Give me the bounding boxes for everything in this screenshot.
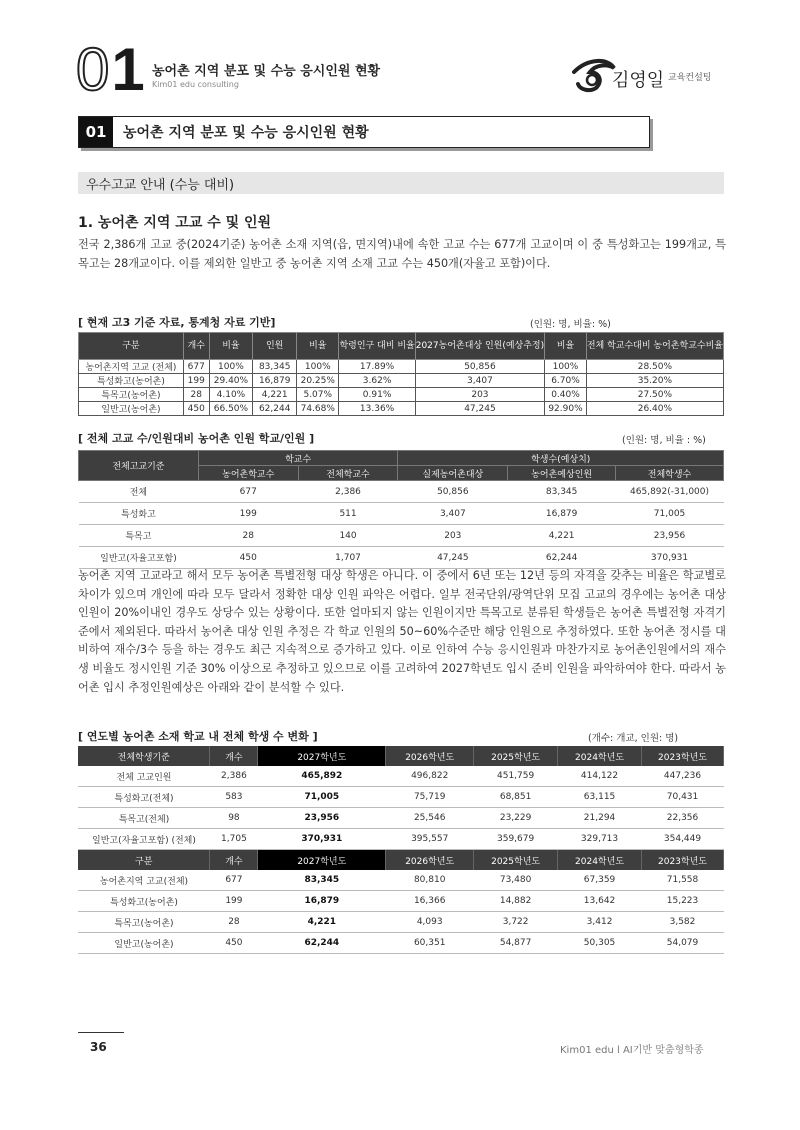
- table-cell: 92.90%: [545, 402, 587, 416]
- table-row: [79, 360, 724, 374]
- table-cell: 3,412: [558, 912, 642, 933]
- header-subtitle: Kim01 edu consulting: [152, 80, 239, 89]
- table3-header-cell: 2025학년도: [474, 850, 558, 871]
- table3-header-cell: 2023학년도: [642, 850, 724, 871]
- table-cell: 50,305: [558, 933, 642, 954]
- table-cell: 26.40%: [586, 402, 723, 416]
- table3-header-cell: 2023학년도: [642, 746, 724, 766]
- table-cell: 농어촌지역 고교(전체): [78, 870, 210, 891]
- table3-unit: (개수: 개교, 인원: 명): [588, 733, 679, 744]
- table-row: [78, 933, 724, 954]
- table-cell: 465,892(-31,000): [616, 481, 724, 503]
- table-cell: 329,713: [558, 829, 642, 850]
- table-cell: 14,882: [474, 891, 558, 912]
- table-cell: 47,245: [415, 402, 544, 416]
- table-cell: 74.68%: [297, 402, 339, 416]
- table-cell: 28: [198, 525, 298, 547]
- table-cell: 98: [210, 808, 258, 829]
- heading-1: 1. 농어촌 지역 고교 수 및 인원: [78, 215, 272, 231]
- table-cell: 60,351: [386, 933, 474, 954]
- table-cell: 50,856: [398, 481, 508, 503]
- table-cell: 특성화고: [79, 503, 199, 525]
- header-title: 농어촌 지역 분포 및 수능 응시인원 현황: [152, 64, 381, 79]
- table-cell: 5.07%: [297, 388, 339, 402]
- table-cell: 23,956: [616, 525, 724, 547]
- table1: [78, 332, 724, 416]
- table-row: [79, 503, 724, 525]
- table-cell: 16,879: [258, 891, 386, 912]
- table-cell: 1,707: [298, 547, 398, 569]
- table-row: [79, 547, 724, 569]
- table-cell: 0.40%: [545, 388, 587, 402]
- table-cell: 3,407: [415, 374, 544, 388]
- table3-header-cell: 2027학년도: [258, 850, 386, 871]
- paragraph-2: 농어촌 지역 고교라고 해서 모두 농어촌 특별전형 대상 학생은 아니다. 이 중에서 6년 또는 12년 등의 자격을 갖추는 비율은 학교별로 차이가 있으며 개인에 따라 모두 달라서 정확한 대상 인원 파악은 어렵다. 일부 전국단위/광역단위 모집 고교의 경우에는 농어촌 대상 인원이 20%이내인 경우도 상당수 있는 상황이다. 또한 얼마되지 않는 인원이지만 특목고로 분류된 학생들은 농어촌 특별전형 자격기준에서 제외된다. 따라서 농어촌 대상 인원 추정은 각 학교 인원의 50~60%수준만 해당 인원으로 추정하였다. 또한 농어촌 정시를 대비하여 재수/3수 등을 하는 경우도 최근 지속적으로 증가하고 있다. 이로 인하여 수능 응시인원과 마찬가지로 농어촌인원에서의 재수생 비율도 정시인원 기준 30% 이상으로 추정하고 있으므로 이를 고려하여 2027학년도 입시 준비 인원을 파악하여야 한다. 따라서 농어촌 입시 추정인원예상은 아래와 같이 분석할 수 있다.: [78, 569, 726, 694]
- table-cell: 35.20%: [586, 374, 723, 388]
- table-cell: 71,005: [258, 787, 386, 808]
- table3-header-row: [78, 746, 724, 766]
- table-cell: 677: [198, 481, 298, 503]
- table-cell: 83,345: [258, 870, 386, 891]
- table-cell: 25,546: [386, 808, 474, 829]
- table-cell: 414,122: [558, 766, 642, 787]
- table1-header-cell: 구분: [79, 333, 184, 360]
- table-cell: 23,956: [258, 808, 386, 829]
- table-row: [78, 787, 724, 808]
- table-cell: 83,345: [508, 481, 616, 503]
- table-cell: 28: [210, 912, 258, 933]
- table-row: [79, 402, 724, 416]
- table2-header-cell: 농어촌학교수: [198, 466, 298, 481]
- table-cell: 199: [198, 503, 298, 525]
- table-cell: 2,386: [298, 481, 398, 503]
- table-cell: 4,093: [386, 912, 474, 933]
- table-cell: 450: [183, 402, 209, 416]
- table-row: [78, 766, 724, 787]
- table-cell: 0.91%: [339, 388, 415, 402]
- table3-header-cell: 2024학년도: [558, 746, 642, 766]
- table-cell: 677: [210, 870, 258, 891]
- table-cell: 359,679: [474, 829, 558, 850]
- table-cell: 63,115: [558, 787, 642, 808]
- table-cell: 17.89%: [339, 360, 415, 374]
- table3-header-row: [78, 850, 724, 871]
- footer-text: Kim01 edu l AI기반 맞춤형학종: [560, 1045, 704, 1056]
- table-cell: 20.25%: [297, 374, 339, 388]
- table-cell: 29.40%: [209, 374, 253, 388]
- table-cell: 특목고(농어촌): [78, 912, 210, 933]
- table-cell: 28.50%: [586, 360, 723, 374]
- table-cell: 15,223: [642, 891, 724, 912]
- table-cell: 677: [183, 360, 209, 374]
- table3-header-cell: 개수: [210, 850, 258, 871]
- table-cell: 583: [210, 787, 258, 808]
- table-cell: 100%: [297, 360, 339, 374]
- table-cell: 특성화고(농어촌): [78, 891, 210, 912]
- table-cell: 511: [298, 503, 398, 525]
- table-cell: 450: [198, 547, 298, 569]
- table3-header-cell: 2026학년도: [386, 850, 474, 871]
- table-cell: 62,244: [508, 547, 616, 569]
- table3-header-cell: 2025학년도: [474, 746, 558, 766]
- table-cell: 27.50%: [586, 388, 723, 402]
- table-cell: 83,345: [253, 360, 297, 374]
- table-cell: 3,407: [398, 503, 508, 525]
- table3-header-cell: 개수: [210, 746, 258, 766]
- table1-header-cell: 비율: [209, 333, 253, 360]
- table1-header-cell: 2027농어촌대상 인원(예상추정): [415, 333, 544, 360]
- table-row: [78, 808, 724, 829]
- table1-header-cell: 인원: [253, 333, 297, 360]
- table-row: [78, 870, 724, 891]
- table-cell: 3,722: [474, 912, 558, 933]
- table-row: [78, 912, 724, 933]
- table-row: [78, 829, 724, 850]
- section-title-box: [78, 116, 650, 148]
- table-cell: 1,705: [210, 829, 258, 850]
- table-cell: 농어촌지역 고교 (전체): [79, 360, 184, 374]
- section-number: 01: [79, 117, 113, 147]
- table-cell: 28: [183, 388, 209, 402]
- table-row: [79, 481, 724, 503]
- table-cell: 일반고(농어촌): [78, 933, 210, 954]
- table-cell: 199: [210, 891, 258, 912]
- table-cell: 4,221: [253, 388, 297, 402]
- table2: [78, 450, 724, 569]
- table-cell: 3.62%: [339, 374, 415, 388]
- table-cell: 73,480: [474, 870, 558, 891]
- table3-header-cell: 2024학년도: [558, 850, 642, 871]
- chapter-number: 01: [76, 36, 147, 103]
- table-cell: 100%: [209, 360, 253, 374]
- svg-text:김영일: 김영일: [612, 70, 665, 91]
- table2-header-cell: 농어촌예상인원: [508, 466, 616, 481]
- table-cell: 70,431: [642, 787, 724, 808]
- table-cell: 특성화고(전체): [78, 787, 210, 808]
- table2-group-schools: 학교수: [198, 451, 398, 466]
- table-cell: 특목고(농어촌): [79, 388, 184, 402]
- brand-logo: [568, 50, 728, 100]
- table-cell: 66.50%: [209, 402, 253, 416]
- table-cell: 370,931: [616, 547, 724, 569]
- table-cell: 54,877: [474, 933, 558, 954]
- table-cell: 465,892: [258, 766, 386, 787]
- table3: [78, 746, 724, 954]
- table-row: [78, 891, 724, 912]
- table-cell: 203: [398, 525, 508, 547]
- table-cell: 62,244: [258, 933, 386, 954]
- table1-unit: (인원: 명, 비율: %): [530, 319, 611, 330]
- table-cell: 54,079: [642, 933, 724, 954]
- table1-header-cell: 개수: [183, 333, 209, 360]
- table3-header-cell: 전체학생기준: [78, 746, 210, 766]
- table-cell: 22,356: [642, 808, 724, 829]
- table-cell: 21,294: [558, 808, 642, 829]
- table-cell: 23,229: [474, 808, 558, 829]
- table3-header-cell: 구분: [78, 850, 210, 871]
- table-cell: 447,236: [642, 766, 724, 787]
- svg-text:교육컨설팅: 교육컨설팅: [668, 73, 712, 83]
- table-row: [79, 388, 724, 402]
- table-cell: 16,879: [508, 503, 616, 525]
- table-cell: 68,851: [474, 787, 558, 808]
- table-cell: 전체 고교인원: [78, 766, 210, 787]
- table2-header-cell: 전체학교수: [298, 466, 398, 481]
- table-cell: 일반고(자율고포함): [79, 547, 199, 569]
- table3-header-cell: 2026학년도: [386, 746, 474, 766]
- table-cell: 75,719: [386, 787, 474, 808]
- table2-group-students: 학생수(예상치): [398, 451, 724, 466]
- table-cell: 일반고(농어촌): [79, 402, 184, 416]
- table2-header-cell: 전체학생수: [616, 466, 724, 481]
- table-cell: 일반고(자율고포함) (전체): [78, 829, 210, 850]
- table-row: [79, 525, 724, 547]
- footer-rule: [78, 1032, 124, 1033]
- table-cell: 203: [415, 388, 544, 402]
- page-number: 36: [90, 1040, 107, 1054]
- table3-header-cell: 2027학년도: [258, 746, 386, 766]
- table-cell: 16,879: [253, 374, 297, 388]
- table-cell: 80,810: [386, 870, 474, 891]
- table-cell: 496,822: [386, 766, 474, 787]
- table-cell: 71,558: [642, 870, 724, 891]
- table-cell: 47,245: [398, 547, 508, 569]
- table-cell: 4.10%: [209, 388, 253, 402]
- table-cell: 특성화고(농어촌): [79, 374, 184, 388]
- table1-header-cell: 비율: [545, 333, 587, 360]
- table-cell: 451,759: [474, 766, 558, 787]
- section-title: 농어촌 지역 분포 및 수능 응시인원 현황: [123, 125, 369, 141]
- table2-caption: [ 전체 고교 수/인원대비 농어촌 인원 학교/인원 ]: [78, 432, 315, 445]
- table-cell: 62,244: [253, 402, 297, 416]
- table1-header-cell: 학령인구 대비 비율: [339, 333, 415, 360]
- paragraph-1: 전국 2,386개 고교 중(2024기준) 농어촌 소재 지역(읍, 면지역)내에 속한 고교 수는 677개 고교이며 이 중 특성화고는 199개교, 특목고는 28개교이다. 이를 제외한 일반고 중 농어촌 지역 소재 고교 수는 450개(자율고 포함)이다.: [78, 238, 726, 270]
- table-row: [79, 374, 724, 388]
- table-cell: 특목고(전체): [78, 808, 210, 829]
- table-cell: 16,366: [386, 891, 474, 912]
- table1-header-cell: 전체 학교수대비 농어촌학교수비율: [586, 333, 723, 360]
- table-cell: 67,359: [558, 870, 642, 891]
- table-cell: 199: [183, 374, 209, 388]
- table2-unit: (인원: 명, 비율 : %): [622, 435, 706, 446]
- table-cell: 370,931: [258, 829, 386, 850]
- table3-caption: [ 연도별 농어촌 소재 학교 내 전체 학생 수 변화 ]: [78, 730, 318, 743]
- table-cell: 4,221: [258, 912, 386, 933]
- table1-header-cell: 비율: [297, 333, 339, 360]
- table1-caption: [ 현재 고3 기준 자료, 통계청 자료 기반]: [78, 316, 276, 329]
- table-cell: 50,856: [415, 360, 544, 374]
- table-cell: 13,642: [558, 891, 642, 912]
- table-cell: 354,449: [642, 829, 724, 850]
- table-cell: 395,557: [386, 829, 474, 850]
- table-cell: 140: [298, 525, 398, 547]
- table-cell: 71,005: [616, 503, 724, 525]
- table-cell: 전체: [79, 481, 199, 503]
- table-cell: 450: [210, 933, 258, 954]
- table-cell: 3,582: [642, 912, 724, 933]
- table-cell: 100%: [545, 360, 587, 374]
- table-cell: 특목고: [79, 525, 199, 547]
- table-cell: 4,221: [508, 525, 616, 547]
- table2-corner: 전체고교기준: [79, 451, 199, 481]
- table-cell: 2,386: [210, 766, 258, 787]
- subsection-band: 우수고교 안내 (수능 대비): [78, 172, 724, 194]
- table2-header-cell: 실제농어촌대상: [398, 466, 508, 481]
- table-cell: 6.70%: [545, 374, 587, 388]
- table-cell: 13.36%: [339, 402, 415, 416]
